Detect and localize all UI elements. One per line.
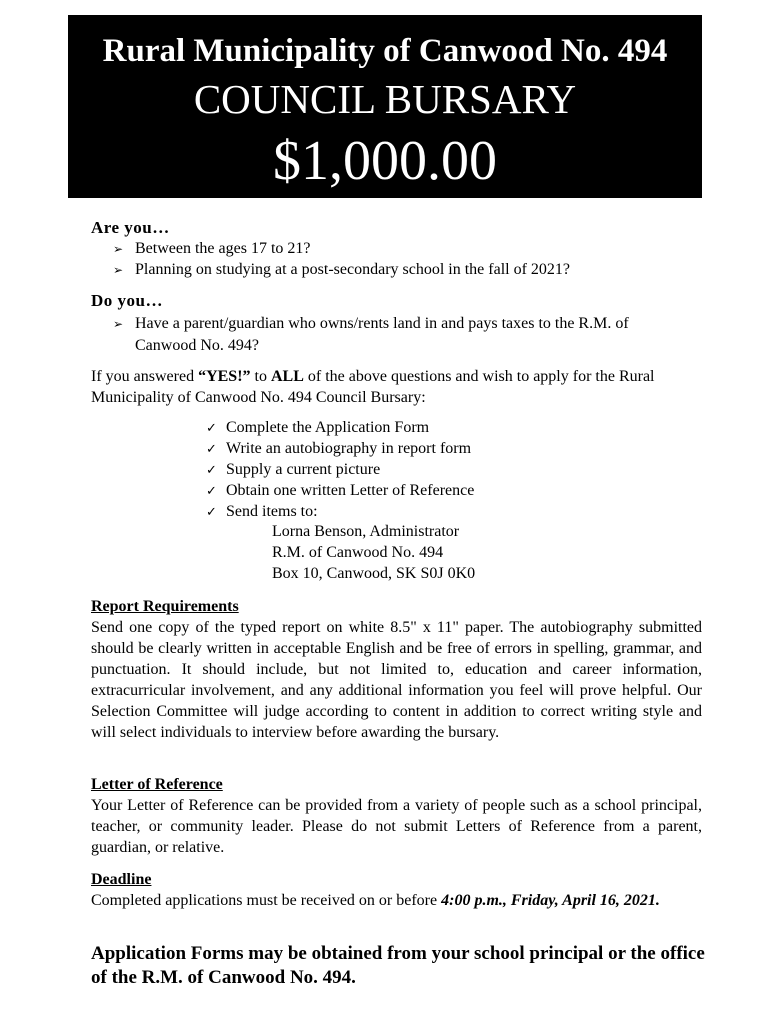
closing-statement: Application Forms may be obtained from your school principal or the office of the R.M. of Canwood No. 494. [91,943,705,988]
checkmark-icon: ✓ [206,484,217,499]
arrow-bullet-icon: ➢ [113,242,124,256]
address-line: R.M. of Canwood No. 494 [272,544,444,561]
deadline-body: Completed applications must be received on or before 4:00 p.m., Friday, April 16, 2021. [91,892,660,909]
municipality-title: Rural Municipality of Canwood No. 494 [102,33,668,69]
list-item: ➢ Between the ages 17 to 21? [113,238,713,260]
intro-paragraph: If you answered “YES!” to ALL of the above questions and wish to apply for the Rural Municipality of Canwood No. 494 Council Bursary: [91,368,655,406]
checkmark-icon: ✓ [206,442,217,457]
deadline-section [91,869,702,911]
are-you-heading: Are you… [91,218,170,237]
checklist-item: ✓ Supply a current picture [206,459,380,481]
checklist-item: ✓ Complete the Application Form [206,417,429,439]
report-section [91,596,702,743]
arrow-bullet-icon: ➢ [113,263,124,277]
reference-section [91,774,702,858]
address-line: Box 10, Canwood, SK S0J 0K0 [272,565,476,582]
checklist-item: ✓ Send items to: [206,501,318,523]
checkmark-icon: ✓ [206,421,217,436]
checklist-item: ✓ Write an autobiography in report form [206,438,471,460]
bursary-title: COUNCIL BURSARY [193,76,577,122]
deadline-title: Deadline [91,871,152,888]
deadline-date: 4:00 p.m., Friday, April 16, 2021. [441,892,660,909]
reference-body: Your Letter of Reference can be provided from a variety of people such as a school principal, teacher, or community leader. Please do not submit Letters of Reference from a parent, guardian, or relative. [91,797,702,856]
checklist-item: ✓ Obtain one written Letter of Reference [206,480,474,502]
list-item: ➢ Have a parent/guardian who owns/rents land in and pays taxes to the R.M. of Canwood No. 494? [113,315,629,354]
bursary-amount: $1,000.00 [273,130,497,192]
report-title: Report Requirements [91,598,239,615]
reference-title: Letter of Reference [91,776,223,793]
report-body: Send one copy of the typed report on white 8.5" x 11" paper. The autobiography submitted should be clearly written in acceptable English and be free of errors in spelling, grammar, and punctuation. It should include, but not limited to, education and career information, extracurricular involvement, and any additional information you feel will prove helpful. Our Selection Committee will judge according to content in addition to correct writing style and will select individuals to interview before awarding the bursary. [91,619,702,741]
checkmark-icon: ✓ [206,505,217,520]
list-item: ➢ Planning on studying at a post-secondary school in the fall of 2021? [113,259,713,281]
do-you-heading: Do you… [91,291,163,310]
header-banner [68,15,702,198]
arrow-bullet-icon: ➢ [113,317,124,331]
address-line: Lorna Benson, Administrator [272,523,460,540]
checkmark-icon: ✓ [206,463,217,478]
